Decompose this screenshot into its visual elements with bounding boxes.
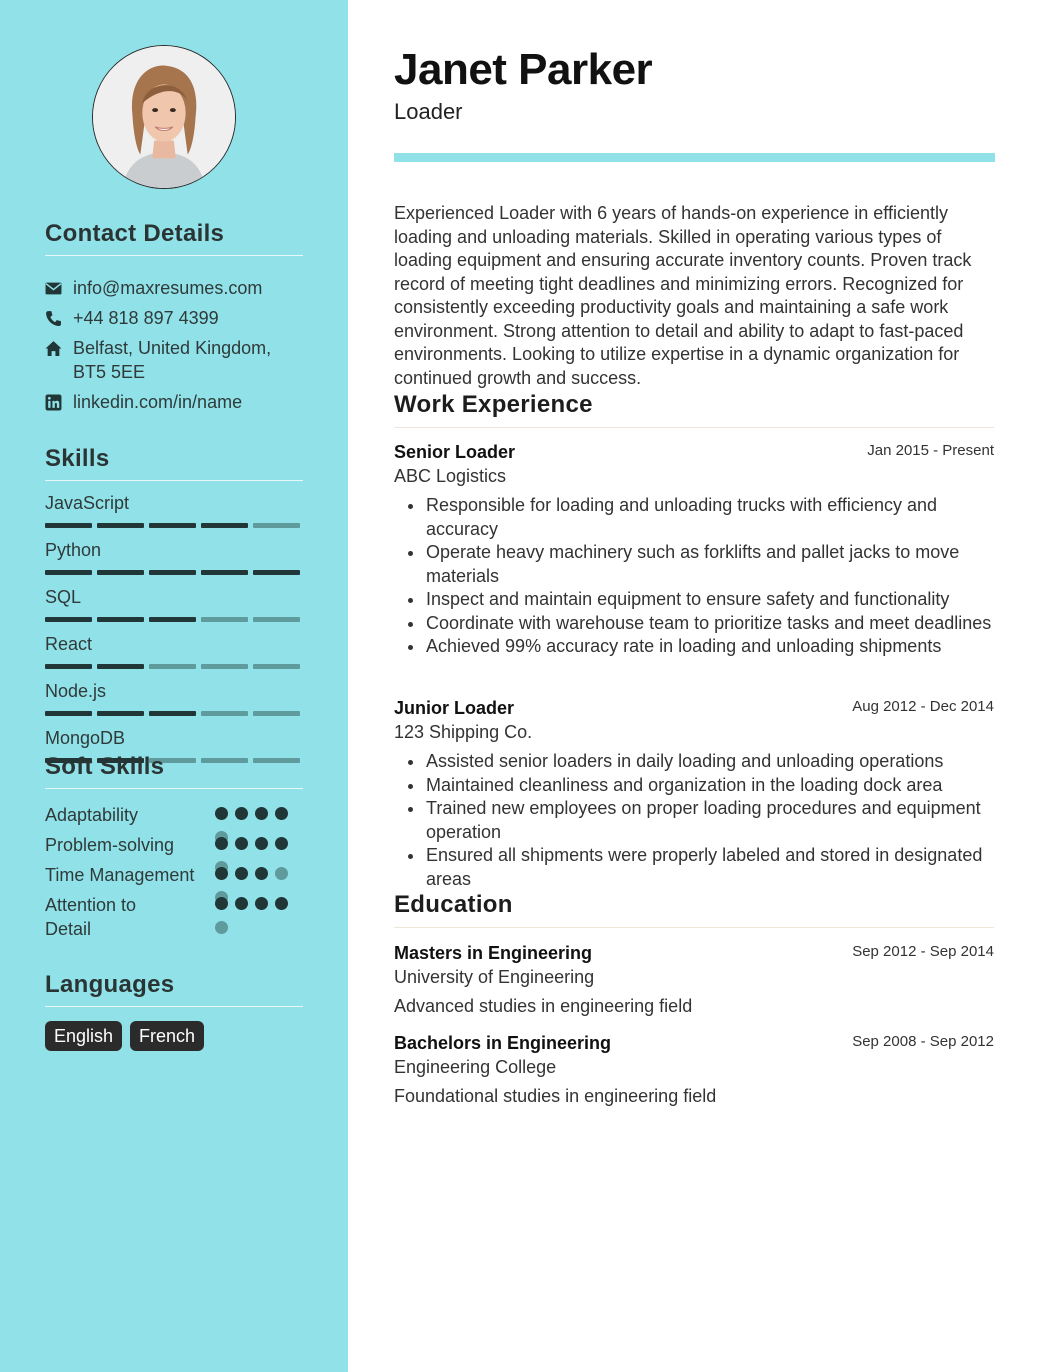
rating-dot: [255, 897, 268, 910]
bullet-item: Responsible for loading and unloading trucks with efficiency and accuracy: [394, 494, 994, 541]
skill-level-segment: [45, 617, 92, 622]
skill-level-bar: [45, 664, 303, 669]
languages-heading: Languages: [45, 971, 303, 1007]
languages-section: [45, 971, 303, 1051]
experience-bullets: [394, 494, 994, 659]
contact-phone: [45, 306, 303, 330]
skill-level-segment: [201, 711, 248, 716]
education-school: Engineering College: [394, 1057, 557, 1077]
skill-name: JavaScript: [45, 493, 130, 513]
soft-skills-list: [45, 803, 303, 946]
skill-item: [45, 492, 303, 528]
experience-entry: [394, 441, 994, 659]
experience-company: ABC Logistics: [394, 466, 507, 486]
work-experience-heading: Work Experience: [394, 391, 994, 428]
contact-heading: Contact Details: [45, 220, 303, 256]
rating-dot: [275, 807, 288, 820]
envelope-icon: [45, 276, 73, 297]
rating-dot: [235, 837, 248, 850]
avatar: [92, 45, 236, 189]
skill-level-segment: [201, 570, 248, 575]
bullet-item: Trained new employees on proper loading procedures and equipment operation: [394, 797, 994, 844]
linkedin-icon: [45, 390, 73, 411]
skill-level-segment: [45, 711, 92, 716]
soft-skill-item: [45, 863, 303, 893]
candidate-name: Janet Parker: [394, 45, 653, 94]
skill-level-segment: [253, 570, 300, 575]
skill-level-segment: [97, 711, 144, 716]
skills-list: [45, 492, 303, 763]
soft-skill-item: [45, 833, 303, 863]
experience-title: Senior Loader: [394, 442, 516, 462]
rating-dot: [255, 837, 268, 850]
skill-level-segment: [201, 664, 248, 669]
experience-company: 123 Shipping Co.: [394, 722, 533, 742]
skill-level-segment: [45, 664, 92, 669]
skill-level-segment: [253, 617, 300, 622]
accent-divider: [394, 153, 995, 162]
experience-bullets: [394, 750, 994, 891]
skills-section: [45, 445, 303, 763]
education-entry: [394, 942, 994, 1018]
bullet-item: Assisted senior loaders in daily loading and unloading operations: [394, 750, 994, 774]
skill-level-segment: [253, 523, 300, 528]
language-chip: English: [45, 1021, 122, 1051]
rating-dot: [275, 897, 288, 910]
rating-dot: [215, 897, 228, 910]
education-school: University of Engineering: [394, 967, 595, 987]
skill-level-segment: [97, 570, 144, 575]
address-text: Belfast, United Kingdom, BT5 5EE: [73, 338, 272, 382]
experience-entry: [394, 697, 994, 891]
soft-skills-section: [45, 753, 303, 946]
education-degree: Masters in Engineering: [394, 943, 593, 963]
skills-heading: Skills: [45, 445, 303, 481]
skill-level-segment: [149, 711, 196, 716]
skill-name: MongoDB: [45, 728, 126, 748]
skill-item: [45, 539, 303, 575]
skill-level-segment: [149, 523, 196, 528]
home-icon: [45, 336, 73, 357]
education-entry: [394, 1032, 994, 1108]
bullet-item: Maintained cleanliness and organization in the loading dock area: [394, 774, 994, 798]
rating-dot: [215, 921, 228, 934]
skill-item: [45, 633, 303, 669]
soft-skill-name: Problem-solving: [45, 835, 175, 855]
education-description: Foundational studies in engineering field: [394, 1086, 717, 1106]
skill-level-bar: [45, 523, 303, 528]
rating-dot: [275, 867, 288, 880]
skill-level-segment: [201, 523, 248, 528]
education-dates: Sep 2012 - Sep 2014: [852, 943, 994, 960]
soft-skill-name: Adaptability: [45, 805, 139, 825]
linkedin-text[interactable]: linkedin.com/in/name: [73, 392, 243, 412]
email-text[interactable]: info@maxresumes.com: [73, 278, 263, 298]
skill-level-segment: [149, 570, 196, 575]
soft-skill-item: [45, 803, 303, 833]
skill-level-segment: [97, 617, 144, 622]
rating-dot: [215, 807, 228, 820]
skill-level-segment: [201, 617, 248, 622]
bullet-item: Operate heavy machinery such as forklifts and pallet jacks to move materials: [394, 541, 994, 588]
skill-level-segment: [97, 664, 144, 669]
skill-name: Python: [45, 540, 102, 560]
rating-dot: [275, 837, 288, 850]
skill-item: [45, 586, 303, 622]
skill-level-segment: [45, 523, 92, 528]
skill-level-segment: [253, 711, 300, 716]
skill-name: SQL: [45, 587, 82, 607]
skill-level-bar: [45, 617, 303, 622]
education-description: Advanced studies in engineering field: [394, 996, 693, 1016]
bullet-item: Coordinate with warehouse team to prioritize tasks and meet deadlines: [394, 612, 994, 636]
soft-skill-name: Time Management: [45, 865, 195, 885]
rating-dot: [235, 897, 248, 910]
skill-level-segment: [45, 570, 92, 575]
skill-level-bar: [45, 570, 303, 575]
languages-list: [45, 1021, 303, 1051]
bullet-item: Achieved 99% accuracy rate in loading and unloading shipments: [394, 635, 994, 659]
experience-title: Junior Loader: [394, 698, 515, 718]
phone-icon: [45, 306, 73, 327]
phone-text: +44 818 897 4399: [73, 308, 219, 328]
skill-level-segment: [97, 523, 144, 528]
sidebar: [0, 0, 348, 1372]
education-degree: Bachelors in Engineering: [394, 1033, 612, 1053]
skill-level-segment: [149, 617, 196, 622]
main-content: [348, 0, 1040, 1372]
skill-level-bar: [45, 711, 303, 716]
rating-dot: [255, 807, 268, 820]
skill-name: Node.js: [45, 681, 107, 701]
skill-item: [45, 680, 303, 716]
skill-name: React: [45, 634, 93, 654]
rating-dot: [215, 867, 228, 880]
contact-linkedin: [45, 390, 303, 414]
soft-skill-name: Attention to Detail: [45, 895, 137, 939]
bullet-item: Ensured all shipments were properly labeled and stored in designated areas: [394, 844, 994, 891]
contact-section: [45, 220, 303, 420]
summary: Experienced Loader with 6 years of hands-on experience in efficiently loading and unloading materials. Skilled in operating various types of loading equipment and ensuring accurate inventory counts. Proven track record of meeting tight deadlines and minimizing errors. Recognized for consistently exceeding productivity goals and maintaining a safe work environment. Strong attention to detail and ability to adapt to fast-paced environments. Looking to utilize expertise in a dynamic organization for continued growth and success.: [394, 203, 972, 388]
education-heading: Education: [394, 891, 994, 928]
skill-level-segment: [253, 664, 300, 669]
rating-dot: [235, 867, 248, 880]
contact-address: [45, 336, 303, 384]
contact-email: [45, 276, 303, 300]
language-chip: French: [130, 1021, 204, 1051]
experience-dates: Aug 2012 - Dec 2014: [852, 698, 994, 715]
experience-dates: Jan 2015 - Present: [867, 442, 994, 459]
rating-dot: [255, 867, 268, 880]
skill-level-segment: [149, 664, 196, 669]
soft-skills-heading: Soft Skills: [45, 753, 303, 789]
bullet-item: Inspect and maintain equipment to ensure safety and functionality: [394, 588, 994, 612]
job-title: Loader: [394, 99, 463, 124]
soft-skill-item: [45, 893, 303, 946]
rating-dot: [215, 837, 228, 850]
education-dates: Sep 2008 - Sep 2012: [852, 1033, 994, 1050]
rating-dot: [235, 807, 248, 820]
